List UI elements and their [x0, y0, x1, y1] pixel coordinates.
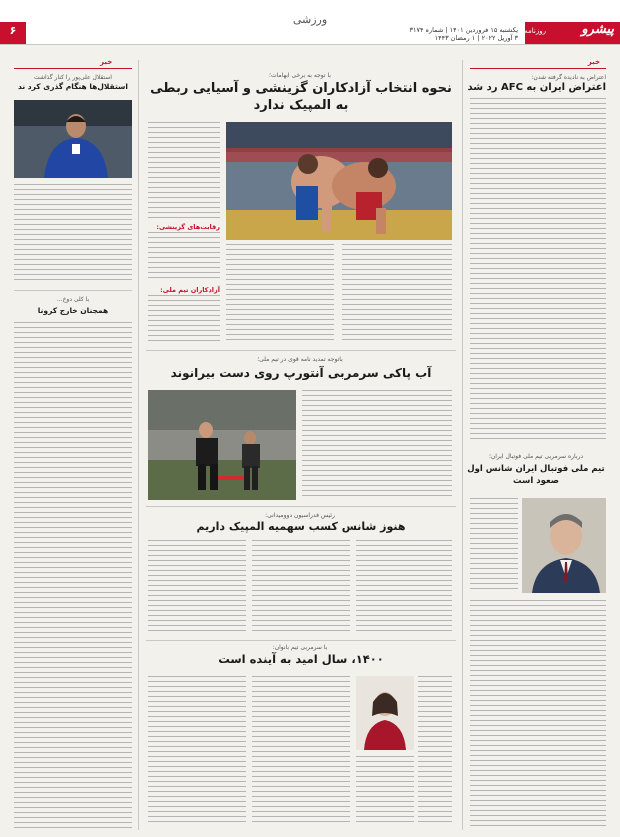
final-body-col2 — [252, 676, 350, 826]
roster-list-2 — [148, 295, 220, 345]
bottom-body-col2 — [252, 540, 350, 634]
main-kicker: با توجه به برخی ابهامات؛ — [269, 72, 331, 79]
final-headline: ۱۴۰۰، سال امید به آینده است — [218, 652, 384, 666]
coach-woman-photo — [356, 676, 414, 750]
goalkeeper-training-photo — [148, 390, 296, 500]
right-kicker: اعتراض به ناديده گرفته شدن: — [531, 74, 606, 81]
middle-kicker: باتوجه تمدید نامه قوی در تیم ملی؛ — [257, 356, 343, 363]
date-line-1: یکشنبه ۱۵ فروردین ۱۴۰۱ | شماره ۳۱۷۴ — [409, 26, 518, 34]
bottom-story-divider — [146, 640, 456, 641]
bottom-body-col1 — [356, 540, 452, 634]
bottom-body-col3 — [148, 540, 246, 634]
coach-portrait-photo — [522, 498, 606, 593]
esteghlal-player-photo — [14, 100, 132, 178]
final-kicker: با سرمربی تیم بانوان: — [272, 644, 328, 651]
logo-subtitle: روزنامه — [524, 27, 546, 35]
newspaper-logo: پیشرو — [581, 22, 614, 37]
page-number: ۶ — [9, 24, 17, 37]
main-body-col1 — [342, 244, 452, 344]
final-body-col3 — [148, 676, 246, 826]
left-column-tag: خبر — [100, 58, 113, 66]
left-top-kicker: استقلال علی‌پور را کنار گذاشت — [34, 74, 112, 81]
right-column-tag: خبر — [587, 58, 600, 66]
column-divider-right — [462, 60, 463, 830]
bottom-headline: هنوز شانس کسب سهمیه المپیک داریم — [196, 520, 406, 533]
left-column-rule — [14, 68, 132, 69]
roster-heading: رقابت‌های گزینشی: — [156, 223, 220, 231]
page-header — [0, 0, 620, 45]
main-body-col2 — [226, 244, 334, 344]
date-line-2: ۳ آوریل ۲۰۲۲ | ۱ رمضان ۱۴۴۳ — [434, 34, 518, 42]
profile-kicker: درباره سرمربی تیم ملی فوتبال ایران؛ — [488, 453, 584, 460]
bottom-kicker: رئیس فدراسیون دوومیدانی: — [265, 512, 335, 519]
wrestling-photo — [226, 122, 452, 240]
left-mid-kicker: با کلی دوخ... — [56, 296, 90, 303]
middle-headline: آب پاکی سرمربی آنتورپ روی دست بیرانوند — [170, 366, 432, 380]
roster-list-1 — [148, 232, 220, 282]
column-divider-left — [138, 60, 139, 830]
middle-body-text — [302, 390, 452, 500]
final-body-col1b — [356, 756, 414, 826]
main-body-col3-top — [148, 122, 220, 218]
final-body-col1 — [418, 676, 452, 826]
date-line — [410, 26, 518, 42]
main-story-divider — [146, 350, 456, 351]
left-mid-headline: همجنان خارج کرونا — [37, 306, 109, 315]
section-title: ورزشی — [292, 13, 328, 26]
profile-headline: تیم ملی فوتبال ایران شانس اول صعود است — [467, 464, 605, 486]
right-article-body — [470, 98, 606, 443]
left-top-headline: استقلال‌ها هنگام گذری کرد ند — [18, 82, 128, 91]
left-mid-body — [14, 322, 132, 828]
right-column-rule — [470, 68, 606, 69]
profile-side-text — [470, 498, 518, 593]
left-story-divider — [14, 290, 132, 291]
roster-subheading: آزادکاران تیم ملی: — [160, 286, 220, 294]
middle-story-divider — [146, 506, 456, 507]
main-headline: نحوه انتخاب آزادکاران گزینشی و آسیایی ربطی به المپیک ندارد — [150, 81, 452, 113]
profile-article-body — [470, 600, 606, 828]
left-top-body — [14, 184, 132, 284]
right-headline: اعتراض ایران به AFC رد شد — [467, 82, 606, 93]
